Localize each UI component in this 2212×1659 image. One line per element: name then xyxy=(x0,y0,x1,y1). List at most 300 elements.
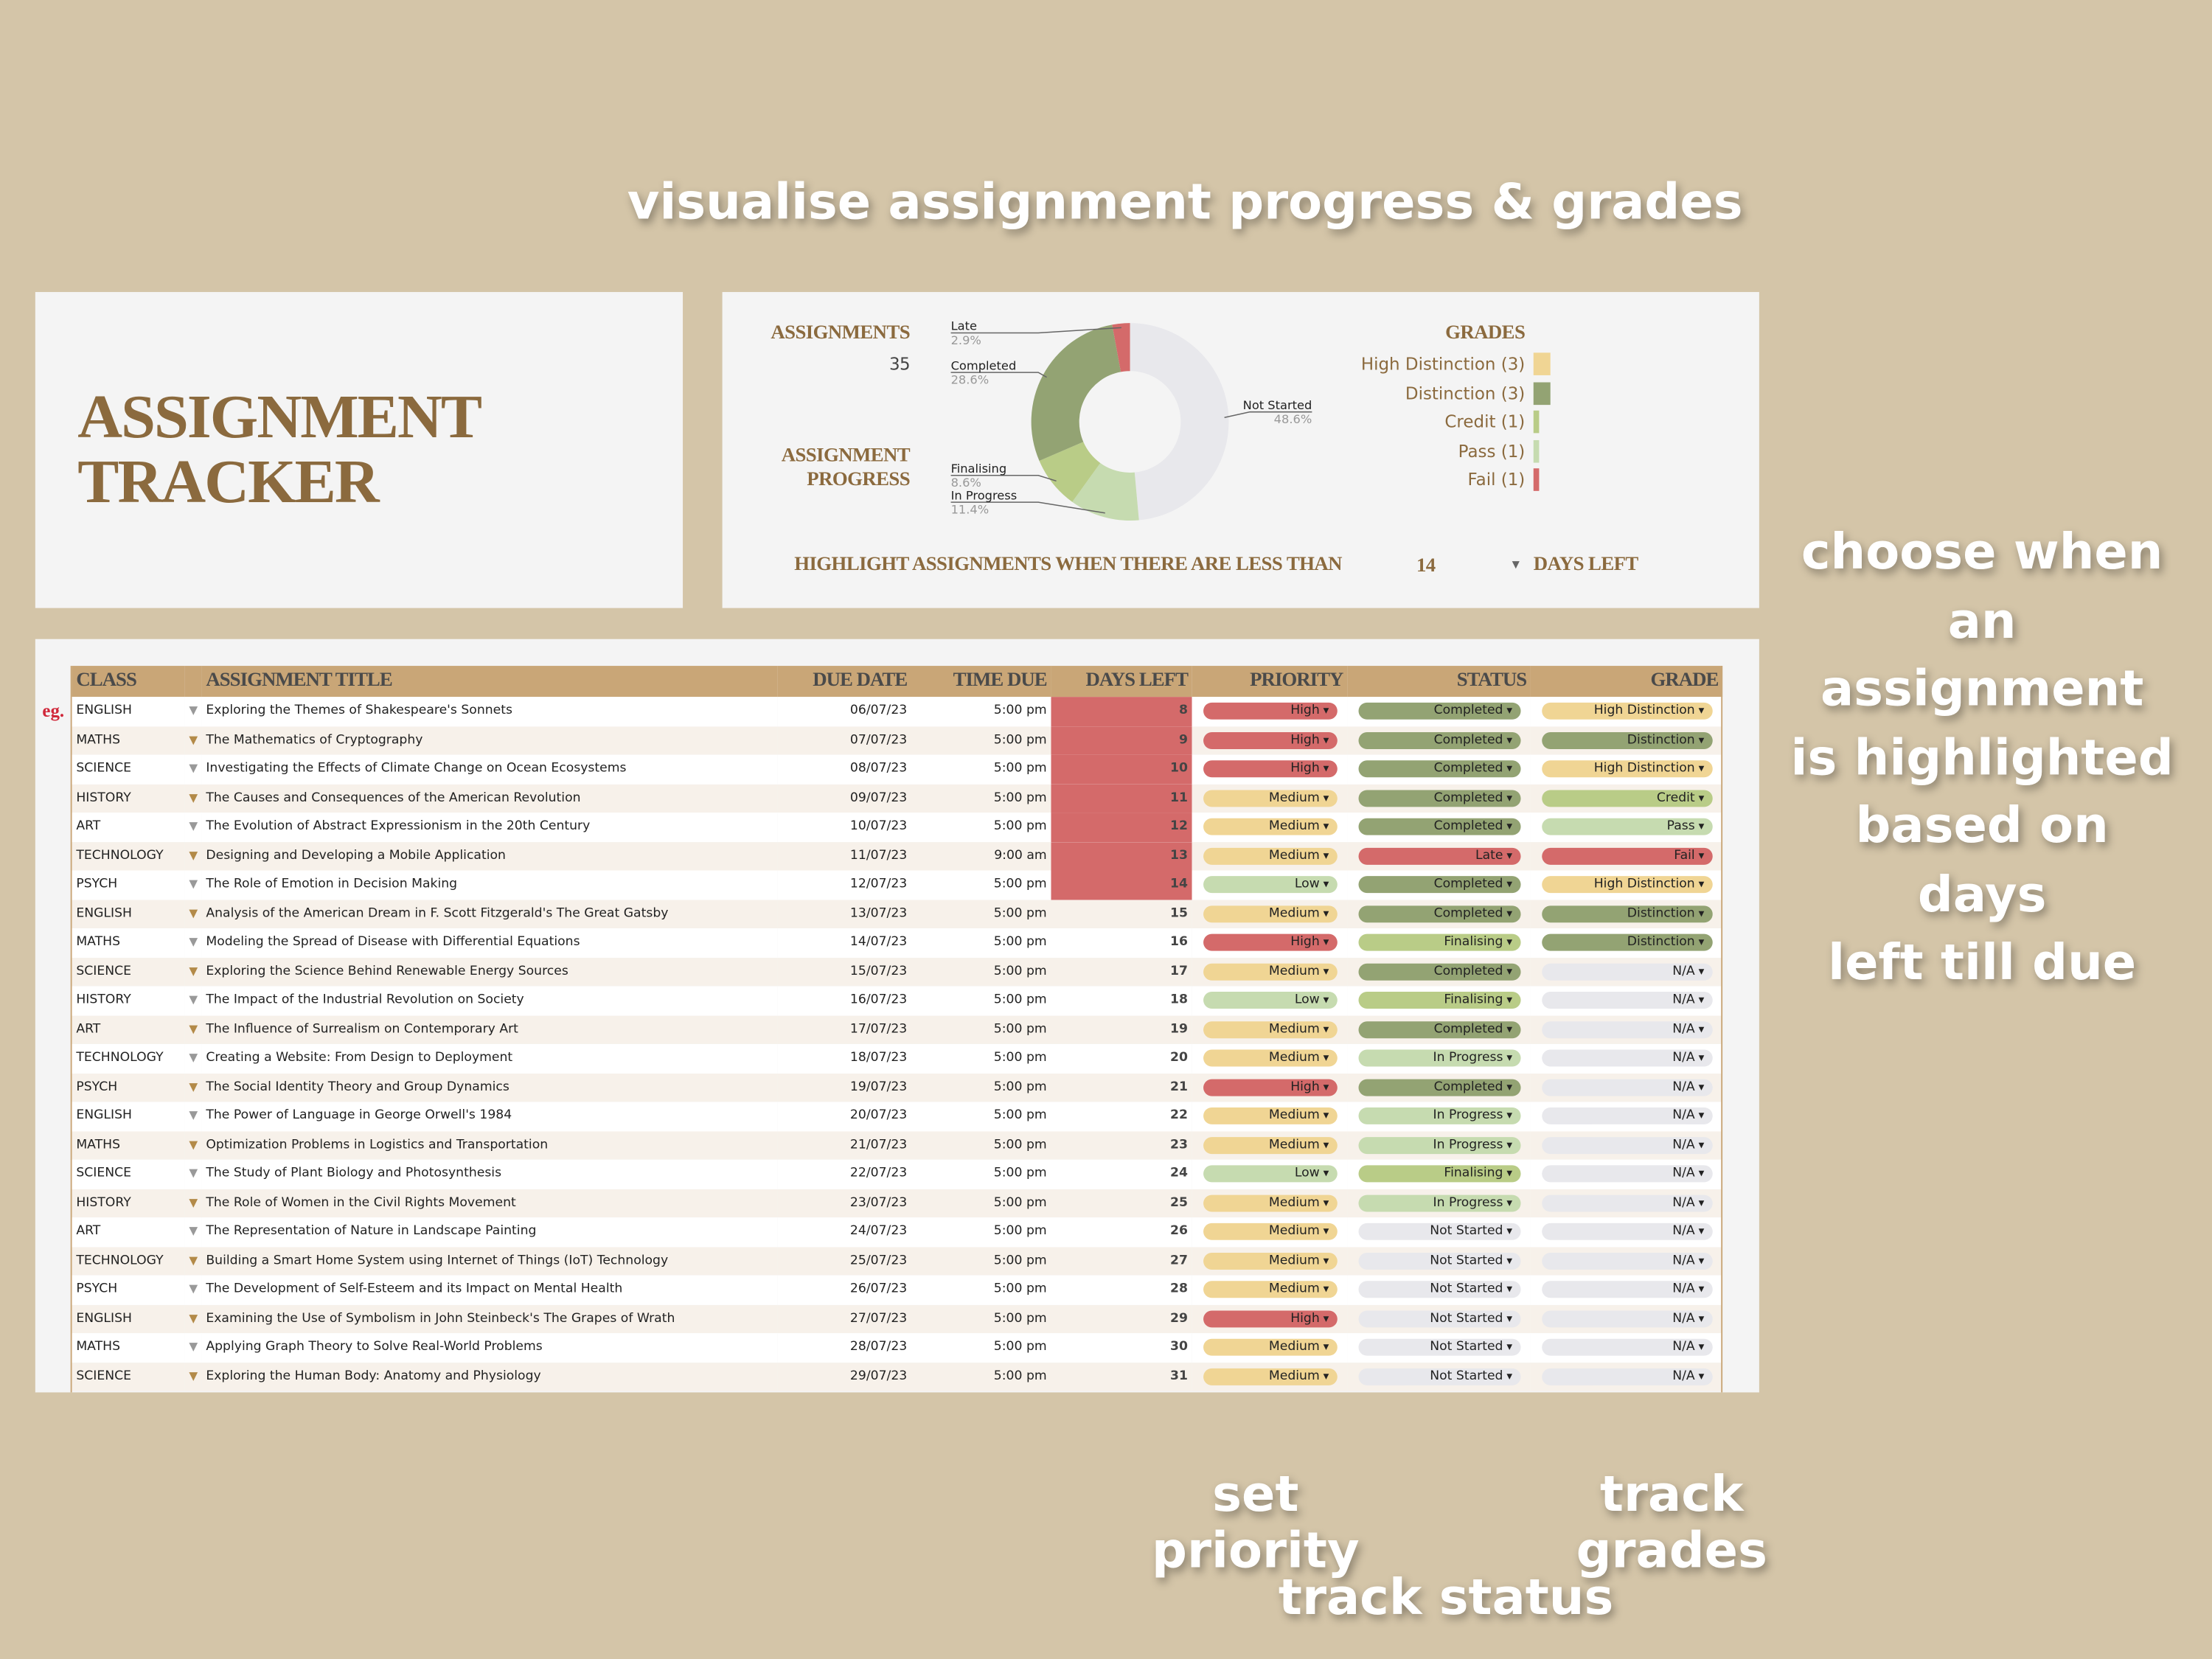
table-row xyxy=(72,726,1723,754)
due-date[interactable]: 23/07/23 xyxy=(849,1196,908,1211)
table-row xyxy=(72,900,1723,928)
table-row xyxy=(72,784,1723,813)
table-row xyxy=(72,1246,1723,1275)
table-row xyxy=(72,1044,1723,1073)
priority-select[interactable]: Low ▾ xyxy=(1203,1166,1338,1183)
due-date[interactable]: 06/07/23 xyxy=(849,704,908,719)
time-due[interactable]: 5:00 pm xyxy=(993,964,1047,979)
due-date[interactable]: 08/07/23 xyxy=(849,762,908,776)
col-status: STATUS xyxy=(1347,666,1531,697)
status-select[interactable]: Completed ▾ xyxy=(1359,732,1521,749)
time-due[interactable]: 5:00 pm xyxy=(993,906,1047,921)
due-date[interactable]: 12/07/23 xyxy=(849,877,908,892)
class-dropdown-icon[interactable]: ▼ xyxy=(189,1022,198,1035)
grade-select[interactable]: N/A ▾ xyxy=(1542,1166,1713,1183)
promo-line: based on days xyxy=(1855,798,2109,924)
class-dropdown-icon[interactable]: ▼ xyxy=(189,877,198,891)
assignments-count: 35 xyxy=(889,354,911,375)
priority-select[interactable]: Low ▾ xyxy=(1203,992,1338,1009)
donut-label xyxy=(951,463,1007,491)
days-left: 18 xyxy=(1170,993,1188,1008)
dropdown-arrow-icon[interactable]: ▼ xyxy=(1509,557,1522,571)
class-dropdown-icon[interactable]: ▼ xyxy=(189,1369,198,1382)
grade-select[interactable]: N/A ▾ xyxy=(1542,1021,1713,1038)
title-line: TRACKER xyxy=(77,447,378,517)
class-cell[interactable]: ART xyxy=(76,820,101,835)
time-due[interactable]: 5:00 pm xyxy=(993,1225,1047,1239)
status-select[interactable]: Completed ▾ xyxy=(1359,703,1521,720)
grade-legend-bar xyxy=(1534,382,1551,405)
time-due[interactable]: 5:00 pm xyxy=(993,1138,1047,1152)
promo-line: choose when xyxy=(1801,524,2163,582)
due-date[interactable]: 24/07/23 xyxy=(849,1225,908,1239)
time-due[interactable]: 5:00 pm xyxy=(993,762,1047,776)
priority-select[interactable]: Medium ▾ xyxy=(1203,1368,1338,1385)
status-select[interactable]: Completed ▾ xyxy=(1359,790,1521,807)
class-dropdown-icon[interactable]: ▼ xyxy=(189,906,198,919)
priority-select[interactable]: Medium ▾ xyxy=(1203,1194,1338,1211)
time-due[interactable]: 5:00 pm xyxy=(993,1282,1047,1297)
status-select[interactable]: Late ▾ xyxy=(1359,847,1521,864)
table-row xyxy=(72,697,1723,726)
due-date[interactable]: 21/07/23 xyxy=(849,1138,908,1152)
time-due[interactable]: 5:00 pm xyxy=(993,1022,1047,1037)
assignment-title[interactable]: Building a Smart Home System using Internet of Things (IoT) Technology xyxy=(206,1253,669,1268)
days-left: 17 xyxy=(1170,964,1188,979)
class-cell[interactable]: ART xyxy=(76,1022,101,1037)
table-border-right xyxy=(1721,666,1722,1392)
priority-select[interactable]: Medium ▾ xyxy=(1203,905,1338,922)
grade-select[interactable]: N/A ▾ xyxy=(1542,992,1713,1009)
assignment-title[interactable]: Modeling the Spread of Disease with Differential Equations xyxy=(206,935,580,950)
grade-select[interactable]: Distinction ▾ xyxy=(1542,905,1713,922)
donut-label-name: Completed xyxy=(950,359,1017,375)
due-date[interactable]: 17/07/23 xyxy=(849,1022,908,1037)
priority-select[interactable]: Medium ▾ xyxy=(1203,963,1338,980)
assignment-title[interactable]: Exploring the Science Behind Renewable Energy Sources xyxy=(206,964,568,979)
grade-select[interactable]: N/A ▾ xyxy=(1542,1050,1713,1067)
priority-select[interactable]: Medium ▾ xyxy=(1203,1107,1338,1124)
due-date[interactable]: 13/07/23 xyxy=(849,906,908,921)
class-cell[interactable]: TECHNOLOGY xyxy=(76,1051,164,1066)
status-select[interactable]: Finalising ▾ xyxy=(1359,992,1521,1009)
time-due[interactable]: 5:00 pm xyxy=(993,877,1047,892)
status-select[interactable]: Not Started ▾ xyxy=(1359,1368,1521,1385)
days-left: 23 xyxy=(1170,1138,1188,1152)
grade-legend-label: Credit (1) xyxy=(1444,412,1526,432)
assignment-title[interactable]: Analysis of the American Dream in F. Scott Fitzgerald's The Great Gatsby xyxy=(206,906,669,921)
days-left: 9 xyxy=(1179,733,1188,748)
class-cell[interactable]: MATHS xyxy=(76,1138,121,1152)
priority-select[interactable]: High ▾ xyxy=(1203,1079,1338,1096)
donut-slice-completed xyxy=(1032,324,1121,461)
status-select[interactable]: Not Started ▾ xyxy=(1359,1253,1521,1270)
table-row xyxy=(72,1276,1723,1304)
assignment-title[interactable]: Exploring the Human Body: Anatomy and Physiology xyxy=(206,1369,541,1384)
due-date[interactable]: 22/07/23 xyxy=(849,1166,908,1181)
assignment-title[interactable]: The Power of Language in George Orwell's 1984 xyxy=(206,1109,512,1124)
grade-select[interactable]: High Distinction ▾ xyxy=(1542,703,1713,720)
class-cell[interactable]: PSYCH xyxy=(76,1282,118,1297)
table-row xyxy=(72,1015,1723,1044)
class-dropdown-icon[interactable]: ▼ xyxy=(189,964,198,978)
grade-select[interactable]: N/A ▾ xyxy=(1542,1194,1713,1211)
grade-legend-bar xyxy=(1534,352,1551,375)
time-due[interactable]: 5:00 pm xyxy=(993,1166,1047,1181)
days-left: 15 xyxy=(1170,906,1188,921)
table-row xyxy=(72,1102,1723,1130)
class-cell[interactable]: SCIENCE xyxy=(76,1166,132,1181)
grade-select[interactable]: Pass ▾ xyxy=(1542,818,1713,835)
priority-select[interactable]: High ▾ xyxy=(1203,732,1338,749)
table-row xyxy=(72,841,1723,870)
class-cell[interactable]: PSYCH xyxy=(76,877,118,892)
table-row xyxy=(72,1131,1723,1160)
promo-status: track status xyxy=(1278,1570,1614,1627)
grade-legend-label: Fail (1) xyxy=(1467,470,1526,490)
priority-select[interactable]: High ▾ xyxy=(1203,761,1338,778)
class-dropdown-icon[interactable]: ▼ xyxy=(189,762,198,775)
grade-legend-bar xyxy=(1534,411,1540,434)
class-dropdown-icon[interactable]: ▼ xyxy=(189,790,198,804)
assignments-label: ASSIGNMENTS xyxy=(771,323,911,344)
table-border-left xyxy=(71,666,72,1392)
priority-select[interactable]: Medium ▾ xyxy=(1203,847,1338,864)
time-due[interactable]: 5:00 pm xyxy=(993,1311,1047,1326)
class-cell[interactable]: SCIENCE xyxy=(76,1369,132,1384)
table-row xyxy=(72,1189,1723,1217)
grade-select[interactable]: N/A ▾ xyxy=(1542,1137,1713,1154)
table-panel xyxy=(35,639,1759,1393)
donut-label-pct: 8.6% xyxy=(950,476,981,491)
grade-select[interactable]: N/A ▾ xyxy=(1542,1223,1713,1240)
time-due[interactable]: 5:00 pm xyxy=(993,1051,1047,1066)
assignment-title[interactable]: Investigating the Effects of Climate Change on Ocean Ecosystems xyxy=(206,762,627,776)
time-due[interactable]: 5:00 pm xyxy=(993,993,1047,1008)
table-row xyxy=(72,1362,1723,1391)
days-left: 12 xyxy=(1170,820,1188,835)
class-cell[interactable]: PSYCH xyxy=(76,1080,118,1095)
days-left: 22 xyxy=(1170,1109,1188,1124)
status-select[interactable]: In Progress ▾ xyxy=(1359,1050,1521,1067)
grade-select[interactable]: N/A ▾ xyxy=(1542,1107,1713,1124)
time-due[interactable]: 5:00 pm xyxy=(993,1080,1047,1095)
days-left: 16 xyxy=(1170,935,1188,950)
status-select[interactable]: In Progress ▾ xyxy=(1359,1194,1521,1211)
days-left: 30 xyxy=(1170,1340,1188,1355)
priority-select[interactable]: Medium ▾ xyxy=(1203,1050,1338,1067)
time-due[interactable]: 5:00 pm xyxy=(993,1196,1047,1211)
donut-slice-not-started xyxy=(1130,323,1229,520)
class-cell[interactable]: HISTORY xyxy=(76,1196,131,1211)
assignment-title[interactable]: The Representation of Nature in Landscape Painting xyxy=(206,1225,537,1239)
assignment-title[interactable]: The Influence of Surrealism on Contemporary Art xyxy=(206,1022,518,1037)
due-date[interactable]: 29/07/23 xyxy=(849,1369,908,1384)
promo-highlight-text xyxy=(1784,519,2180,998)
status-select[interactable]: Completed ▾ xyxy=(1359,1021,1521,1038)
class-cell[interactable]: TECHNOLOGY xyxy=(76,849,164,863)
priority-select[interactable]: Medium ▾ xyxy=(1203,1281,1338,1298)
priority-select[interactable]: Medium ▾ xyxy=(1203,790,1338,807)
class-dropdown-icon[interactable]: ▼ xyxy=(189,935,198,949)
class-dropdown-icon[interactable]: ▼ xyxy=(189,1080,198,1093)
donut-label-name: In Progress xyxy=(950,489,1018,504)
grade-select[interactable]: N/A ▾ xyxy=(1542,1281,1713,1298)
donut-label-name: Late xyxy=(950,320,977,335)
assignment-title[interactable]: The Impact of the Industrial Revolution on Society xyxy=(206,993,524,1008)
assignment-title[interactable]: The Development of Self-Esteem and its Impact on Mental Health xyxy=(206,1282,623,1297)
class-dropdown-icon[interactable]: ▼ xyxy=(189,733,198,746)
priority-select[interactable]: Medium ▾ xyxy=(1203,1021,1338,1038)
days-left: 28 xyxy=(1170,1282,1188,1297)
donut-label-pct: 48.6% xyxy=(1273,413,1312,428)
days-left: 14 xyxy=(1170,877,1188,892)
class-cell[interactable]: ART xyxy=(76,1225,101,1239)
due-date[interactable]: 10/07/23 xyxy=(849,820,908,835)
class-dropdown-icon[interactable]: ▼ xyxy=(189,849,198,862)
class-cell[interactable]: HISTORY xyxy=(76,993,131,1008)
due-date[interactable]: 20/07/23 xyxy=(849,1109,908,1124)
col-spacer xyxy=(185,666,202,697)
status-select[interactable]: Not Started ▾ xyxy=(1359,1223,1521,1240)
status-select[interactable]: Completed ▾ xyxy=(1359,761,1521,778)
class-cell[interactable]: ENGLISH xyxy=(76,704,132,719)
status-select[interactable]: Not Started ▾ xyxy=(1359,1339,1521,1356)
time-due[interactable]: 5:00 pm xyxy=(993,704,1047,719)
donut-label xyxy=(951,320,981,348)
days-left: 26 xyxy=(1170,1225,1188,1239)
priority-select[interactable]: Medium ▾ xyxy=(1203,1339,1338,1356)
class-dropdown-icon[interactable]: ▼ xyxy=(189,1138,198,1151)
table-row xyxy=(72,1160,1723,1189)
priority-select[interactable]: Low ▾ xyxy=(1203,877,1338,894)
table-header xyxy=(72,666,1723,697)
table-row xyxy=(72,813,1723,841)
donut-label-pct: 28.6% xyxy=(950,374,990,389)
assignment-title[interactable]: The Role of Women in the Civil Rights Movement xyxy=(206,1196,516,1211)
assignment-title[interactable]: The Evolution of Abstract Expressionism in the 20th Century xyxy=(206,820,591,835)
donut-label-name: Finalising xyxy=(950,462,1007,477)
class-dropdown-icon[interactable]: ▼ xyxy=(189,704,198,717)
priority-select[interactable]: Medium ▾ xyxy=(1203,818,1338,835)
assignment-title[interactable]: The Study of Plant Biology and Photosynthesis xyxy=(206,1166,502,1181)
days-left-label: DAYS LEFT xyxy=(1533,554,1638,576)
due-date[interactable]: 14/07/23 xyxy=(849,935,908,950)
class-dropdown-icon[interactable]: ▼ xyxy=(189,820,198,833)
due-date[interactable]: 28/07/23 xyxy=(849,1340,908,1355)
grade-select[interactable]: N/A ▾ xyxy=(1542,1368,1713,1385)
page-title xyxy=(77,382,481,517)
donut-label xyxy=(1228,399,1312,427)
class-cell[interactable]: MATHS xyxy=(76,1340,121,1355)
grade-legend-label: Distinction (3) xyxy=(1405,383,1526,403)
class-cell[interactable]: ENGLISH xyxy=(76,906,132,921)
priority-select[interactable]: High ▾ xyxy=(1203,703,1338,720)
class-cell[interactable]: MATHS xyxy=(76,935,121,950)
highlight-days-select[interactable]: 14 xyxy=(1416,555,1436,577)
promo-line: left till due xyxy=(1828,935,2137,992)
table-row xyxy=(72,1217,1723,1246)
assignment-title[interactable]: Creating a Website: From Design to Deployment xyxy=(206,1051,513,1066)
status-select[interactable]: Completed ▾ xyxy=(1359,1079,1521,1096)
donut-label xyxy=(951,360,1017,388)
due-date[interactable]: 11/07/23 xyxy=(849,849,908,863)
class-cell[interactable]: ENGLISH xyxy=(76,1109,132,1124)
class-cell[interactable]: HISTORY xyxy=(76,790,131,806)
class-cell[interactable]: MATHS xyxy=(76,733,121,748)
class-dropdown-icon[interactable]: ▼ xyxy=(189,1282,198,1295)
due-date[interactable]: 19/07/23 xyxy=(849,1080,908,1095)
grade-select[interactable]: N/A ▾ xyxy=(1542,1079,1713,1096)
grade-select[interactable]: N/A ▾ xyxy=(1542,1310,1713,1327)
status-select[interactable]: Completed ▾ xyxy=(1359,877,1521,894)
grade-select[interactable]: N/A ▾ xyxy=(1542,963,1713,980)
assignment-title[interactable]: The Role of Emotion in Decision Making xyxy=(206,877,458,892)
title-panel xyxy=(35,292,683,608)
class-dropdown-icon[interactable]: ▼ xyxy=(189,1109,198,1122)
status-select[interactable]: Completed ▾ xyxy=(1359,963,1521,980)
grades-label: GRADES xyxy=(1445,323,1526,344)
assignment-title[interactable]: The Causes and Consequences of the American Revolution xyxy=(206,790,581,806)
time-due[interactable]: 5:00 pm xyxy=(993,1109,1047,1124)
col-due-date: DUE DATE xyxy=(777,666,911,697)
promo-priority: set priority xyxy=(1152,1467,1360,1580)
title-line: ASSIGNMENT xyxy=(77,382,481,452)
promo-line: is highlighted xyxy=(1790,730,2174,787)
time-due[interactable]: 5:00 pm xyxy=(993,935,1047,950)
table-row xyxy=(72,957,1723,986)
col-class: CLASS xyxy=(72,666,185,697)
class-dropdown-icon[interactable]: ▼ xyxy=(189,1225,198,1238)
donut-label xyxy=(951,490,1018,518)
status-select[interactable]: Completed ▾ xyxy=(1359,818,1521,835)
due-date[interactable]: 15/07/23 xyxy=(849,964,908,979)
col-time-due: TIME DUE xyxy=(911,666,1051,697)
class-dropdown-icon[interactable]: ▼ xyxy=(189,1166,198,1180)
time-due[interactable]: 5:00 pm xyxy=(993,790,1047,806)
table-row xyxy=(72,1333,1723,1362)
promo-grades: track grades xyxy=(1576,1467,1767,1580)
status-select[interactable]: Finalising ▾ xyxy=(1359,1166,1521,1183)
time-due[interactable]: 5:00 pm xyxy=(993,1253,1047,1268)
assignments-table xyxy=(72,666,1723,1391)
col-title: ASSIGNMENT TITLE xyxy=(202,666,778,697)
class-dropdown-icon[interactable]: ▼ xyxy=(189,1311,198,1325)
assignment-title[interactable]: The Mathematics of Cryptography xyxy=(206,733,423,748)
priority-select[interactable]: High ▾ xyxy=(1203,934,1338,951)
grade-select[interactable]: Credit ▾ xyxy=(1542,790,1713,807)
class-cell[interactable]: TECHNOLOGY xyxy=(76,1253,164,1268)
grade-select[interactable]: Fail ▾ xyxy=(1542,847,1713,864)
priority-select[interactable]: Medium ▾ xyxy=(1203,1253,1338,1270)
status-select[interactable]: Not Started ▾ xyxy=(1359,1281,1521,1298)
grade-legend-bar xyxy=(1534,440,1540,463)
due-date[interactable]: 16/07/23 xyxy=(849,993,908,1008)
days-left: 27 xyxy=(1170,1253,1188,1268)
highlight-label: HIGHLIGHT ASSIGNMENTS WHEN THERE ARE LESS THAN xyxy=(794,554,1342,576)
col-priority: PRIORITY xyxy=(1192,666,1347,697)
col-grade: GRADE xyxy=(1531,666,1722,697)
due-date[interactable]: 07/07/23 xyxy=(849,733,908,748)
promo-heading: visualise assignment progress & grades xyxy=(627,175,1743,232)
summary-panel xyxy=(723,292,1759,608)
status-select[interactable]: In Progress ▾ xyxy=(1359,1107,1521,1124)
status-select[interactable]: Not Started ▾ xyxy=(1359,1310,1521,1327)
col-days-left: DAYS LEFT xyxy=(1051,666,1192,697)
time-due[interactable]: 9:00 am xyxy=(994,849,1047,863)
days-left: 21 xyxy=(1170,1080,1188,1095)
grade-select[interactable]: High Distinction ▾ xyxy=(1542,761,1713,778)
due-date[interactable]: 18/07/23 xyxy=(849,1051,908,1066)
grade-select[interactable]: Distinction ▾ xyxy=(1542,732,1713,749)
priority-select[interactable]: Medium ▾ xyxy=(1203,1223,1338,1240)
class-cell[interactable]: SCIENCE xyxy=(76,762,132,776)
donut-label-pct: 2.9% xyxy=(950,334,981,349)
status-select[interactable]: Finalising ▾ xyxy=(1359,934,1521,951)
due-date[interactable]: 26/07/23 xyxy=(849,1282,908,1297)
assignment-title[interactable]: Applying Graph Theory to Solve Real-World Problems xyxy=(206,1340,543,1355)
class-dropdown-icon[interactable]: ▼ xyxy=(189,1051,198,1065)
assignment-title[interactable]: Optimization Problems in Logistics and Transportation xyxy=(206,1138,549,1152)
days-left: 8 xyxy=(1179,704,1188,719)
time-due[interactable]: 5:00 pm xyxy=(993,1369,1047,1384)
due-date[interactable]: 27/07/23 xyxy=(849,1311,908,1326)
assignment-title[interactable]: Examining the Use of Symbolism in John Steinbeck's The Grapes of Wrath xyxy=(206,1311,675,1326)
table-row xyxy=(72,928,1723,957)
table-row xyxy=(72,986,1723,1015)
class-dropdown-icon[interactable]: ▼ xyxy=(189,1196,198,1209)
table-row xyxy=(72,1073,1723,1102)
due-date[interactable]: 09/07/23 xyxy=(849,790,908,806)
grade-select[interactable]: N/A ▾ xyxy=(1542,1339,1713,1356)
days-left: 29 xyxy=(1170,1311,1188,1326)
grade-select[interactable]: N/A ▾ xyxy=(1542,1253,1713,1270)
days-left: 25 xyxy=(1170,1196,1188,1211)
progress-label-line: PROGRESS xyxy=(807,470,911,491)
time-due[interactable]: 5:00 pm xyxy=(993,820,1047,835)
grade-select[interactable]: Distinction ▾ xyxy=(1542,934,1713,951)
promo-line: an assignment xyxy=(1820,593,2144,718)
days-left: 10 xyxy=(1170,762,1188,776)
table-row xyxy=(72,755,1723,784)
assignment-title[interactable]: Exploring the Themes of Shakespeare's Sonnets xyxy=(206,704,512,719)
class-dropdown-icon[interactable]: ▼ xyxy=(189,1340,198,1354)
due-date[interactable]: 25/07/23 xyxy=(849,1253,908,1268)
days-left: 24 xyxy=(1170,1166,1188,1181)
class-cell[interactable]: ENGLISH xyxy=(76,1311,132,1326)
donut-label-pct: 11.4% xyxy=(950,504,990,518)
table-row xyxy=(72,1304,1723,1333)
grade-legend-label: High Distinction (3) xyxy=(1360,354,1526,375)
days-left: 13 xyxy=(1170,849,1188,863)
time-due[interactable]: 5:00 pm xyxy=(993,1340,1047,1355)
status-select[interactable]: Completed ▾ xyxy=(1359,905,1521,922)
donut-label-name: Not Started xyxy=(1242,399,1312,414)
assignment-title[interactable]: Designing and Developing a Mobile Application xyxy=(206,849,506,863)
table-row xyxy=(72,871,1723,900)
priority-select[interactable]: High ▾ xyxy=(1203,1310,1338,1327)
status-select[interactable]: In Progress ▾ xyxy=(1359,1137,1521,1154)
grade-legend-bar xyxy=(1534,469,1540,492)
priority-select[interactable]: Medium ▾ xyxy=(1203,1137,1338,1154)
days-left: 19 xyxy=(1170,1022,1188,1037)
class-cell[interactable]: SCIENCE xyxy=(76,964,132,979)
assignment-title[interactable]: The Social Identity Theory and Group Dynamics xyxy=(206,1080,509,1095)
time-due[interactable]: 5:00 pm xyxy=(993,733,1047,748)
class-dropdown-icon[interactable]: ▼ xyxy=(189,993,198,1006)
class-dropdown-icon[interactable]: ▼ xyxy=(189,1253,198,1267)
grade-select[interactable]: High Distinction ▾ xyxy=(1542,877,1713,894)
